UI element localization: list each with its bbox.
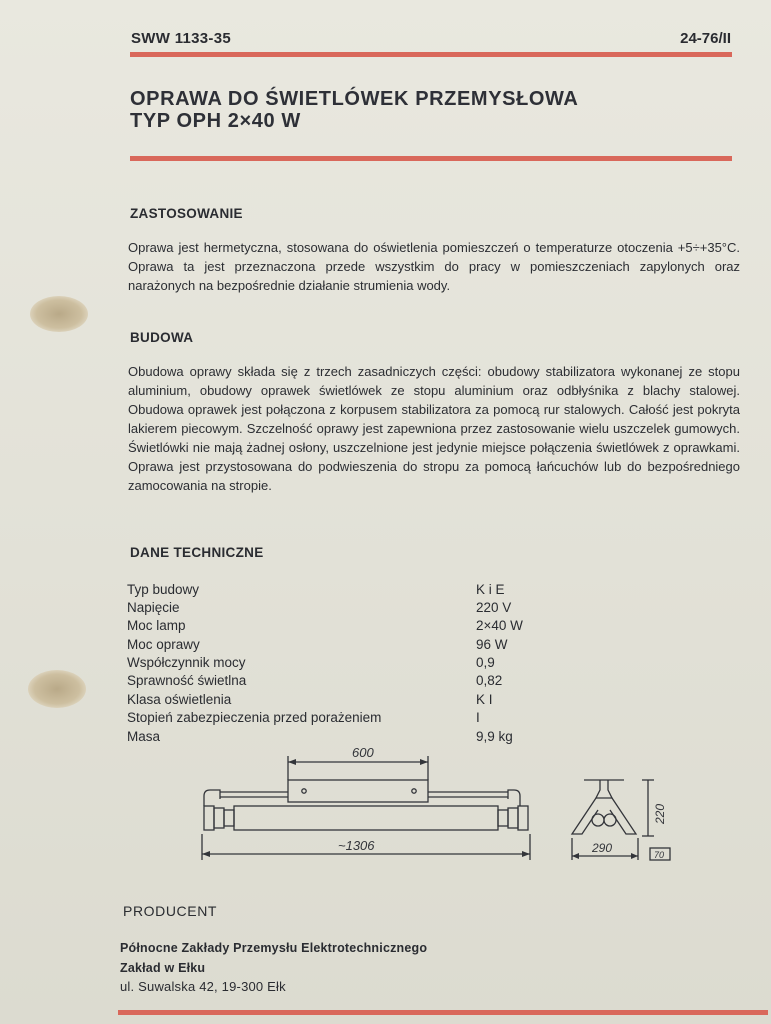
spec-label: Moc lamp (127, 618, 186, 633)
section-text-budowa: Obudowa oprawy składa się z trzech zasadniczych części: obudowy stabilizatora wykonanej ze stopu aluminium, obudowy oprawek świetlówek ze stopu aluminium oraz odbłyśnika z blachy stalowej. Obudowa oprawek jest połączona z korpusem stabilizatora za pomocą rur stalowych. Całość jest pokryta lakierem piecowym. Szczelność oprawy jest zapewniona przez zastosowanie wielu uszczelek gumowych. Świetlówki nie mają żadnej osłony, uszczelnione jest jedynie miejsce połączenia świetlówek z oprawkami. Oprawa jest przystosowana do podwieszenia do stropu za pomocą łańcuchów lub do bezpośredniego zamocowania na stropie. (128, 364, 740, 493)
dim-600-label: 600 (352, 745, 374, 760)
spec-label: Napięcie (127, 600, 180, 615)
spec-value: 220 V (476, 600, 512, 615)
document-number: 24-76/II (680, 30, 731, 47)
title-rule (130, 156, 732, 161)
spec-value: 0,9 (476, 655, 495, 670)
title-line-1: OPRAWA DO ŚWIETLÓWEK PRZEMYSŁOWA (130, 88, 579, 110)
spec-value: 9,9 kg (476, 729, 513, 744)
spec-label: Masa (127, 729, 161, 744)
dim-290-label: 290 (592, 841, 613, 855)
document-title (130, 88, 578, 132)
header-rule (130, 52, 732, 57)
spec-label: Typ budowy (127, 582, 200, 597)
spec-label: Klasa oświetlenia (127, 692, 232, 707)
spec-value: 2×40 W (476, 618, 523, 633)
producent-company: Północne Zakłady Przemysłu Elektrotechnicznego (120, 941, 428, 955)
spec-label: Współczynnik mocy (127, 655, 246, 670)
footer-rule (118, 1010, 768, 1015)
producent-heading: PRODUCENT (123, 903, 218, 919)
section-heading-dane: DANE TECHNICZNE (130, 545, 264, 560)
fixture-end-view-drawing (562, 772, 682, 868)
document-code: SWW 1133-35 (131, 30, 232, 47)
spec-value: I (476, 710, 480, 725)
punch-hole-top (30, 296, 88, 332)
section-text-zastosowanie: Oprawa jest hermetyczna, stosowana do oświetlenia pomieszczeń o temperaturze otoczenia +5÷+35°C. Oprawa ta jest przeznaczona przede wszystkim do pracy w pomieszczeniach zapylonych oraz narażonych na bezpośrednie działanie strumienia wody. (128, 240, 740, 293)
spec-label: Moc oprawy (127, 637, 200, 652)
spec-value: K I (476, 692, 493, 707)
dim-220-label: 220 (653, 803, 667, 824)
spec-label: Stopień zabezpieczenia przed porażeniem (127, 710, 382, 725)
spec-value: 96 W (476, 637, 508, 652)
spec-value: K i E (476, 582, 505, 597)
punch-hole-bottom (28, 670, 86, 708)
spec-value: 0,82 (476, 673, 503, 688)
producent-plant: Zakład w Ełku (120, 961, 206, 975)
spec-label: Sprawność świetlna (127, 673, 247, 688)
section-heading-budowa: BUDOWA (130, 330, 194, 345)
producent-address: ul. Suwalska 42, 19-300 Ełk (120, 979, 286, 994)
title-line-2: TYP OPH 2×40 W (130, 110, 301, 132)
dim-1306-label: ~1306 (338, 838, 375, 853)
section-heading-zastosowanie: ZASTOSOWANIE (130, 206, 243, 221)
fixture-side-view-drawing (190, 742, 540, 870)
box-70-label: 70 (654, 850, 665, 860)
